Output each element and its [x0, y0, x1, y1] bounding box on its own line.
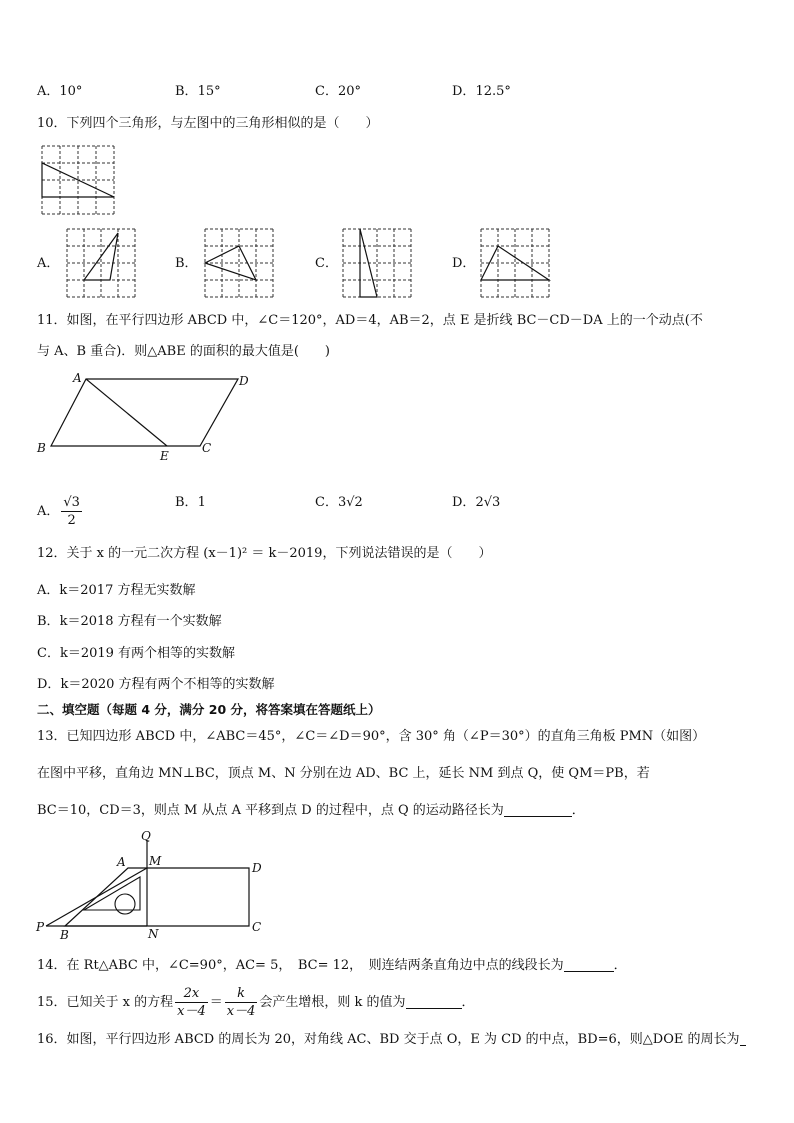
q10-option-d-figure: [480, 228, 550, 298]
q10-option-a-figure: [66, 228, 136, 298]
q11-option-a: A． $\frac{√3}{2}$: [37, 495, 80, 528]
q13-label-m: M: [149, 854, 162, 868]
q10-option-b-label: B．: [175, 256, 198, 271]
q15-answer-blank[interactable]: [406, 994, 462, 1009]
q13-label-q: Q: [141, 829, 151, 843]
q13-label-c: C: [252, 920, 262, 934]
q11-label-c: C: [202, 441, 212, 455]
q13-line3: BC＝10，CD＝3，则点 M 从点 A 平移到点 D 的过程中，点 Q 的运动路径长为 ．: [37, 803, 585, 818]
q16-answer-blank[interactable]: [740, 1031, 746, 1046]
q10-option-b-figure: [204, 228, 274, 298]
q10-stem: 10．下列四个三角形，与左图中的三角形相似的是（ ）: [37, 116, 379, 131]
q12-stem: 12．关于 x 的一元二次方程 (x－1)² ＝ k－2019，下列说法错误的是（ ）: [37, 546, 492, 561]
q15-text: 15．已知关于 x 的方程 $\frac{2x}{x-4}$ ＝ $\frac{k}{x-4}$ 会产生增根，则 k 的值为 ．: [37, 986, 475, 1019]
q10-option-c-label: C．: [315, 256, 338, 271]
q11-figure: [35, 370, 265, 465]
q13-label-n: N: [148, 927, 159, 941]
q15-frac1-den: x－4: [177, 1004, 206, 1019]
q14-text: 14．在 Rt△ABC 中，∠C=90°，AC= 5， BC= 12， 则连结两条直角边中点的线段长为 ．: [37, 958, 627, 973]
q10-option-d-label: D．: [452, 256, 476, 271]
q9-option-d: D．12.5°: [452, 84, 511, 99]
q15-frac1-num: 2x: [175, 985, 208, 1003]
section2-heading: 二、填空题（每题 4 分，满分 20 分，将答案填在答题纸上）: [37, 702, 381, 717]
q11-option-c: C．3√2: [315, 495, 363, 510]
q11-option-a-den: 2: [67, 513, 76, 528]
q11-option-a-num: √3: [63, 495, 80, 510]
q11-stem-line1: 11．如图，在平行四边形 ABCD 中，∠C＝120°，AD＝4，AB＝2，点 E 是折线 BC－CD－DA 上的一个动点(不: [37, 313, 703, 328]
q12-option-b: B．k＝2018 方程有一个实数解: [37, 614, 222, 629]
q13-line1: 13．已知四边形 ABCD 中，∠ABC＝45°，∠C＝∠D＝90°，含 30° 角（∠P＝30°）的直角三角板 PMN（如图）: [37, 729, 706, 744]
q11-label-a: A: [73, 371, 82, 385]
q13-label-a: A: [117, 855, 126, 869]
q11-option-d: D．2√3: [452, 495, 501, 510]
q12-option-d: D．k＝2020 方程有两个不相等的实数解: [37, 677, 275, 692]
q9-option-a: A．10°: [37, 84, 83, 99]
q13-label-b: B: [60, 928, 69, 942]
q13-label-p: P: [36, 920, 45, 934]
q11-option-b: B．1: [175, 495, 206, 510]
q15-frac2-den: x－4: [226, 1004, 256, 1019]
q9-option-c: C．20°: [315, 84, 361, 99]
q10-reference-figure: [41, 145, 115, 215]
q13-answer-blank[interactable]: [504, 802, 572, 817]
q12-option-c: C．k＝2019 有两个相等的实数解: [37, 646, 236, 661]
q13-label-d: D: [252, 861, 262, 875]
q10-option-a-label: A．: [37, 256, 60, 271]
q15-frac2-num: k: [225, 985, 258, 1003]
q11-label-e: E: [160, 449, 169, 463]
q13-set-square-hole: [115, 894, 135, 914]
q11-stem-line2: 与 A、B 重合)．则△ABE 的面积的最大值是( ): [37, 344, 330, 359]
q13-figure: [36, 828, 268, 943]
q14-answer-blank[interactable]: [564, 957, 614, 972]
q9-option-b: B．15°: [175, 84, 221, 99]
q10-option-c-figure: [342, 228, 412, 298]
q12-option-a: A．k＝2017 方程无实数解: [37, 583, 196, 598]
q11-label-b: B: [37, 441, 46, 455]
q16-text: 16．如图，平行四边形 ABCD 的周长为 20，对角线 AC、BD 交于点 O，E 为 CD 的中点，BD=6，则△DOE 的周长为: [37, 1031, 746, 1049]
q13-line2: 在图中平移，直角边 MN⊥BC，顶点 M、N 分别在边 AD、BC 上，延长 NM 到点 Q，使 QM＝PB，若: [37, 766, 650, 781]
q11-label-d: D: [239, 374, 249, 388]
